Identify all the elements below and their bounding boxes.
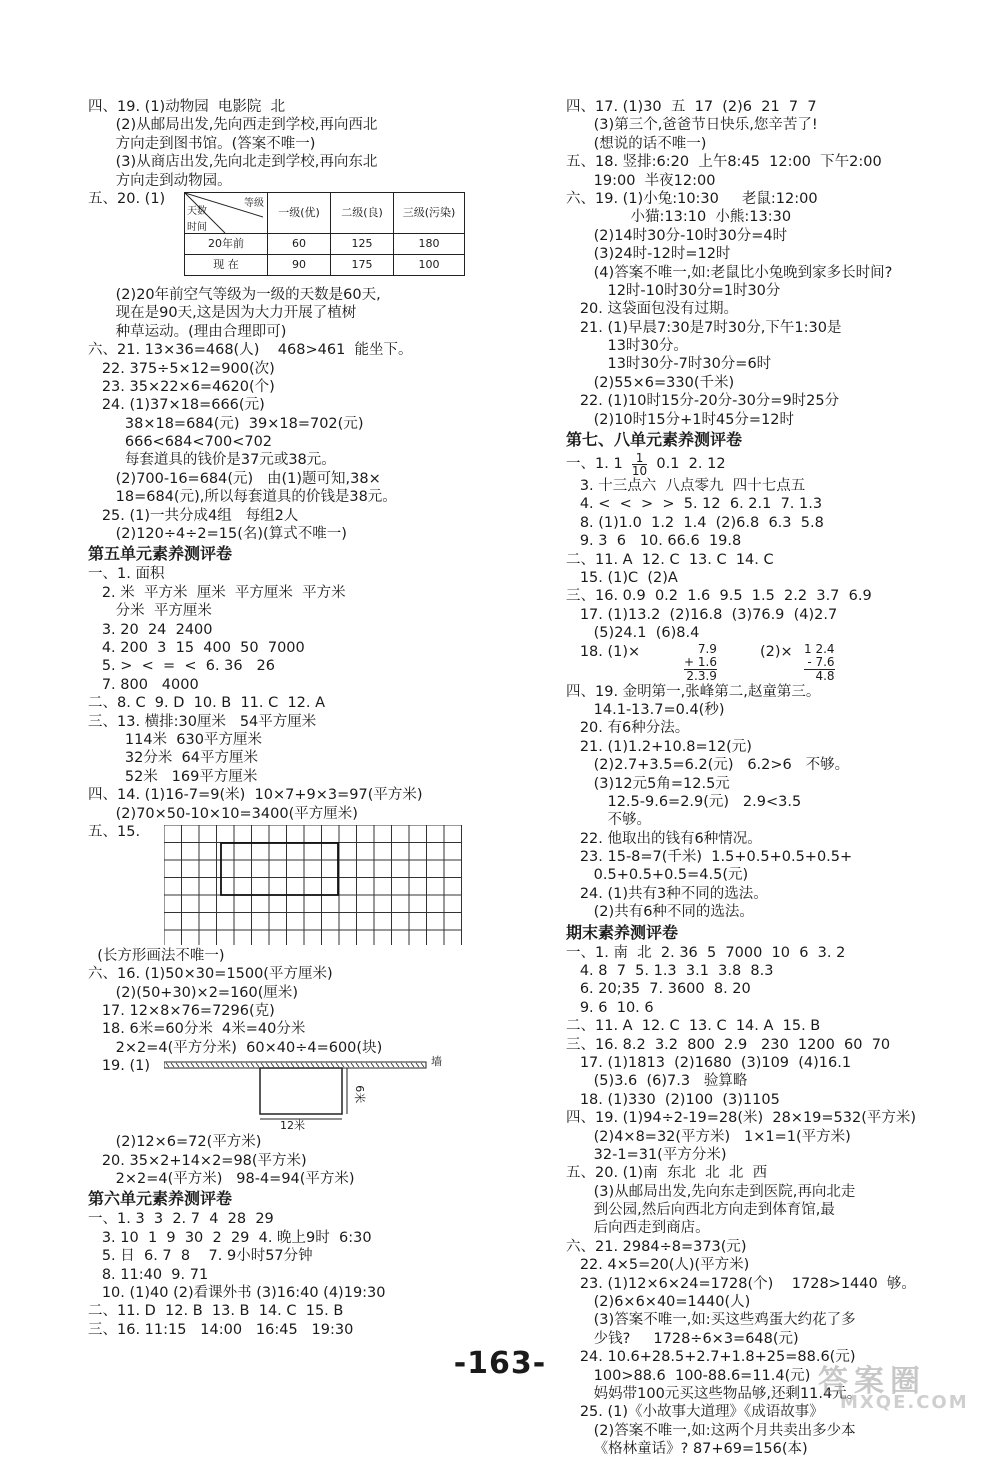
wall-hatch-line <box>216 1063 219 1067</box>
fraction <box>632 452 647 477</box>
wall-hatch-line <box>196 1063 199 1067</box>
answer-line: 23. 15-8=7(千米) 1.5+0.5+0.5+0.5+ <box>566 849 853 866</box>
answer-line: 二、11. A 12. C 13. C 14. C <box>566 551 774 568</box>
wall-bar <box>164 1062 426 1068</box>
answer-line: 到公园,然后向西北方向走到体育馆,最 <box>566 1202 835 1219</box>
answer-line: 18. (1)330 (2)100 (3)1105 <box>566 1091 780 1108</box>
answer-line: (3)答案不唯一,如:买这些鸡蛋大约花了多 <box>566 1312 856 1329</box>
answer-line: 25. (1)《小故事大道理》《成语故事》 <box>566 1404 824 1421</box>
answer-line: 5. 日 6. 7 8 7. 9小时57分钟 <box>88 1248 313 1265</box>
wall-hatch-line <box>316 1063 319 1067</box>
answer-line: 六、21. 13×36=468(人) 468>461 能坐下。 <box>88 342 413 359</box>
answer-line: 2×2=4(平方米) 98-4=94(平方米) <box>88 1171 355 1188</box>
vertical-calc-1 <box>684 643 717 683</box>
calc-line: - 7.6 <box>807 654 835 669</box>
answer-line: 100>88.6 100-88.6=11.4(元) <box>566 1367 811 1384</box>
answer-line: 二、11. D 12. B 13. B 14. C 15. B <box>88 1303 344 1320</box>
answer-line: 22. 他取出的钱有6种情况。 <box>566 830 762 847</box>
q18-b-label: (2)× <box>760 643 793 660</box>
answer-line: 《格林童话》? 87+69=156(本) <box>566 1441 808 1458</box>
q15-grid-block <box>88 823 488 947</box>
wall-hatch-line <box>421 1063 424 1067</box>
answer-line: 13时30分-7时30分=6时 <box>566 356 772 373</box>
wall-hatch-line <box>301 1063 304 1067</box>
wall-hatch-line <box>201 1063 204 1067</box>
answer-line: 0.5+0.5+0.5=4.5(元) <box>566 867 749 884</box>
wall-hatch-line <box>251 1063 254 1067</box>
wall-hatch-line <box>246 1063 249 1067</box>
answer-line: (2)70×50-10×10=3400(平方厘米) <box>88 805 358 822</box>
answer-line: 二、11. A 12. C 13. C 14. A 15. B <box>566 1018 821 1035</box>
wall-hatch-line <box>256 1063 259 1067</box>
answer-line: 17. 12×8×76=7296(克) <box>88 1003 275 1020</box>
table-cell: 100 <box>394 254 465 275</box>
answer-line: 2. 米 平方米 厘米 平方厘米 平方米 <box>88 584 346 601</box>
answer-line: 5. > < = < 6. 36 26 <box>88 658 275 675</box>
answer-line: 4. 200 3 15 400 50 7000 <box>88 639 305 656</box>
answer-line: 现在是90天,这是因为大力开展了植树 <box>88 305 357 322</box>
left-block-6 <box>88 1210 488 1339</box>
answer-line: (2)20年前空气等级为一级的天数是60天, <box>88 286 381 303</box>
answer-line: 一、1. 面积 <box>88 566 165 583</box>
answer-line: 25. (1)一共分成4组 每组2人 <box>88 507 299 524</box>
answer-line: 18=684(元),所以每套道具的价钱是38元。 <box>88 489 397 506</box>
wall-hatch-line <box>376 1063 379 1067</box>
answer-line: 3. 20 24 2400 <box>88 621 213 638</box>
wall-hatch-line <box>361 1063 364 1067</box>
table-diagonal-header <box>185 192 268 233</box>
answer-line: 种草运动。(理由合理即可) <box>88 323 287 340</box>
answer-line: (2)(50+30)×2=160(厘米) <box>88 984 299 1001</box>
q18-a-label: 18. (1)× <box>566 643 641 660</box>
answer-line: 8. (1)1.0 1.2 1.4 (2)6.8 6.3 5.8 <box>566 514 824 531</box>
answer-line: (3)从邮局出发,先向东走到医院,再向北走 <box>566 1183 856 1200</box>
table-cell: 180 <box>394 233 465 254</box>
answer-line: 四、19. 金明第一,张峰第二,赵童第三。 <box>566 683 821 700</box>
answer-line: (5)24.1 (6)8.4 <box>566 625 700 642</box>
answer-line: 22. 4×5=20(人)(平方米) <box>566 1257 750 1274</box>
garden-rectangle <box>260 1068 342 1114</box>
answer-line: (5)3.6 (6)7.3 验算略 <box>566 1073 748 1090</box>
right-block-2 <box>566 477 966 643</box>
answer-line: 14.1-13.7=0.4(秒) <box>566 701 725 718</box>
answer-line: 10. (1)40 (2)看课外书 (3)16:40 (4)19:30 <box>88 1284 386 1301</box>
diag-time-label: 时间 <box>187 221 207 233</box>
wall-hatch-line <box>226 1063 229 1067</box>
answer-line: 3. 十三点六 八点零九 四十七点五 <box>566 478 806 495</box>
answer-line: (3)12元5角=12.5元 <box>566 775 730 792</box>
q1-prefix: 一、1. 1 <box>566 456 632 473</box>
answer-line: 12时-10时30分=1时30分 <box>566 282 781 299</box>
answer-line: 666<684<700<702 <box>88 434 273 451</box>
answer-line: 17. (1)1813 (2)1680 (3)109 (4)16.1 <box>566 1054 852 1071</box>
answer-line: (长方形画法不唯一) <box>88 947 225 964</box>
wall-hatch-line <box>266 1063 269 1067</box>
answer-line: 32分米 64平方厘米 <box>88 750 258 767</box>
answer-line: 六、21. 2984÷8=373(元) <box>566 1238 747 1255</box>
table-cell: 现 在 <box>185 254 268 275</box>
wall-hatch-line <box>331 1063 334 1067</box>
answer-line: 一、1. 3 3 2. 7 4 28 29 <box>88 1211 274 1228</box>
answer-line: (2)700-16=684(元) 由(1)题可知,38× <box>88 470 381 487</box>
answer-line: 32-1=31(平方分米) <box>566 1146 727 1163</box>
answer-line: 四、14. (1)16-7=9(米) 10×7+9×3=97(平方米) <box>88 787 423 804</box>
answer-line: (4)答案不唯一,如:老鼠比小兔晚到家多长时间? <box>566 264 893 281</box>
answer-line: (2)6×6×40=1440(人) <box>566 1294 751 1311</box>
wall-hatch-line <box>346 1063 349 1067</box>
right-column <box>566 98 966 1459</box>
answer-line: 后向西走到商店。 <box>566 1220 710 1237</box>
wall-hatch-line <box>371 1063 374 1067</box>
wall-hatch-line <box>236 1063 239 1067</box>
wall-hatch-line <box>181 1063 184 1067</box>
answer-line: (2)120÷4÷2=15(名)(算式不唯一) <box>88 526 347 543</box>
height-label: 6米 <box>353 1085 367 1104</box>
answer-line: 9. 6 10. 6 <box>566 999 654 1016</box>
answer-line: (想说的话不唯一) <box>566 135 707 152</box>
answer-line: (2)共有6种不同的选法。 <box>566 904 754 921</box>
wall-hatch-line <box>341 1063 344 1067</box>
answer-line: 24. (1)共有3种不同的选法。 <box>566 885 768 902</box>
section-title-final: 期末素养测评卷 <box>566 922 679 942</box>
vertical-calc-2 <box>804 643 835 683</box>
fraction-numerator: 1 <box>632 452 647 465</box>
answer-line: 24. 10.6+28.5+2.7+1.8+25=88.6(元) <box>566 1349 856 1366</box>
wall-hatch-line <box>386 1063 389 1067</box>
answer-line: 21. (1)早晨7:30是7时30分,下午1:30是 <box>566 319 842 336</box>
answer-line: (2)答案不唯一,如:这两个月共卖出多少本 <box>566 1422 856 1439</box>
answer-line: (3)第三个,爸爸节日快乐,您辛苦了! <box>566 117 818 134</box>
answer-line: 19:00 半夜12:00 <box>566 172 716 189</box>
left-column <box>88 98 488 1339</box>
table-cell: 125 <box>331 233 394 254</box>
table-header-cell: 二级(良) <box>331 192 394 233</box>
wall-hatch-line <box>391 1063 394 1067</box>
answer-line: (2)55×6=330(千米) <box>566 374 735 391</box>
left-block-4 <box>88 947 488 1057</box>
wall-hatch-line <box>366 1063 369 1067</box>
q1-suffix: 0.1 2. 12 <box>647 456 726 473</box>
wall-hatch-line <box>241 1063 244 1067</box>
answer-line: 分米 平方厘米 <box>88 603 212 620</box>
answer-line: 六、19. (1)小兔:10:30 老鼠:12:00 <box>566 190 818 207</box>
answer-line: 二、8. C 9. D 10. B 11. C 12. A <box>88 695 326 712</box>
wall-hatch-line <box>221 1063 224 1067</box>
calc-line: + 1.6 <box>684 654 717 669</box>
wall-hatch-line <box>326 1063 329 1067</box>
answer-line: 6. 20;35 7. 3600 8. 20 <box>566 981 751 998</box>
answer-line: 13时30分。 <box>566 338 688 355</box>
answer-line: 不够。 <box>566 812 651 829</box>
wall-hatch-line <box>191 1063 194 1067</box>
wall-hatch-line <box>296 1063 299 1067</box>
answer-line: 三、16. 8.2 3.2 800 2.9 230 1200 60 70 <box>566 1036 891 1053</box>
answer-line: 38×18=684(元) 39×18=702(元) <box>88 415 364 432</box>
answer-line: 12.5-9.6=2.9(元) 2.9<3.5 <box>566 793 802 810</box>
right-block-1 <box>566 98 966 429</box>
calc-result: 2.3.9 <box>684 669 717 683</box>
table-header-cell: 一级(优) <box>268 192 331 233</box>
answer-line: 20. 这袋面包没有过期。 <box>566 301 738 318</box>
answer-line: 15. (1)C (2)A <box>566 569 678 586</box>
q19-label: 19. (1) <box>88 1058 151 1075</box>
answer-line: 52米 169平方厘米 <box>88 768 258 785</box>
calc-result: 4.8 <box>804 669 835 683</box>
answer-line: 四、19. (1)94÷2-19=28(米) 28×19=532(平方米) <box>566 1110 917 1127</box>
answer-line: 20. 35×2+14×2=98(平方米) <box>88 1152 307 1169</box>
watermark-text: 答案圈 <box>818 1364 926 1399</box>
answer-line: 小猫:13:10 小熊:13:30 <box>566 209 792 226</box>
answer-line: 2×2=4(平方分米) 60×40÷4=600(块) <box>88 1039 383 1056</box>
answer-line: (2)14时30分-10时30分=4时 <box>566 227 788 244</box>
section-title-unit5: 第五单元素养测评卷 <box>88 544 233 564</box>
answer-line: 24. (1)37×18=666(元) <box>88 397 265 414</box>
calc-line: 1 2.4 <box>804 641 835 656</box>
table-cell: 60 <box>268 233 331 254</box>
answer-line: 22. (1)10时15分-20分-30分=9时25分 <box>566 393 840 410</box>
calc-line: 7.9 <box>697 641 717 656</box>
left-block-3 <box>88 565 488 822</box>
answer-line: 六、16. (1)50×30=1500(平方厘米) <box>88 966 333 983</box>
wall-hatch-line <box>411 1063 414 1067</box>
wall-hatch-line <box>291 1063 294 1067</box>
wall-figure <box>164 1057 464 1133</box>
unit78-q1-line <box>566 451 966 477</box>
table-cell: 20年前 <box>185 233 268 254</box>
left-block-2 <box>88 286 488 543</box>
answer-line: (3)从商店出发,先向北走到学校,再向东北 <box>88 154 378 171</box>
q15-label: 五、15. <box>88 823 141 840</box>
wall-hatch-line <box>381 1063 384 1067</box>
answer-line: 7. 800 4000 <box>88 676 199 693</box>
watermark-logo <box>808 1356 988 1416</box>
q18-vertical-calc-block <box>566 643 966 683</box>
answer-line: 三、13. 横排:30厘米 54平方厘米 <box>88 713 317 730</box>
wall-label: 墙 <box>431 1055 442 1069</box>
answer-line: 一、1. 南 北 2. 36 5 7000 10 6 3. 2 <box>566 944 846 961</box>
diag-days-label: 天数 <box>187 205 207 217</box>
fraction-denominator: 10 <box>631 463 648 478</box>
answer-line: 五、20. (1)南 东北 北 北 西 <box>566 1165 768 1182</box>
diag-grade-label: 等级 <box>244 197 264 209</box>
table-cell: 175 <box>331 254 394 275</box>
wall-hatch-line <box>261 1063 264 1067</box>
answer-line: 4. 8 7 5. 1.3 3.1 3.8 8.3 <box>566 963 774 980</box>
answer-line: 23. (1)12×6×24=1728(个) 1728>1440 够。 <box>566 1275 916 1292</box>
answer-line: 五、18. 竖排:6:20 上午8:45 12:00 下午2:00 <box>566 154 882 171</box>
table-cell: 90 <box>268 254 331 275</box>
answer-line: (2)10时15分+1时45分=12时 <box>566 411 795 428</box>
wall-hatch-line <box>206 1063 209 1067</box>
page-number: -163- <box>453 1346 547 1381</box>
width-label: 12米 <box>280 1119 305 1133</box>
q20-table-block <box>88 190 488 286</box>
wall-hatch-line <box>186 1063 189 1067</box>
wall-hatch-line <box>311 1063 314 1067</box>
answer-line: 四、19. (1)动物园 电影院 北 <box>88 99 286 115</box>
answer-line: 21. (1)1.2+10.8=12(元) <box>566 738 752 755</box>
answer-line: 妈妈带100元买这些物品够,还剩11.4元。 <box>566 1386 862 1402</box>
right-block-3 <box>566 683 966 922</box>
answer-line: 方向走到图书馆。(答案不唯一) <box>88 135 316 152</box>
wall-hatch-line <box>276 1063 279 1067</box>
wall-hatch-line <box>336 1063 339 1067</box>
answer-line: 方向走到动物园。 <box>88 172 232 189</box>
answer-line: 3. 10 1 9 30 2 29 4. 晚上9时 6:30 <box>88 1229 372 1246</box>
answer-line: (2)12×6=72(平方米) <box>88 1134 262 1151</box>
section-title-unit6: 第六单元素养测评卷 <box>88 1189 233 1209</box>
answer-line: 8. 11:40 9. 71 <box>88 1266 209 1283</box>
wall-hatch-line <box>231 1063 234 1067</box>
answer-line: (2)从邮局出发,先向西走到学校,再向西北 <box>88 117 378 134</box>
wall-hatch-line <box>306 1063 309 1067</box>
table-header-cell: 三级(污染) <box>394 192 465 233</box>
wall-hatch-line <box>321 1063 324 1067</box>
wall-hatch-line <box>271 1063 274 1067</box>
wall-hatch-line <box>166 1063 169 1067</box>
answer-line: 23. 35×22×6=4620(个) <box>88 378 275 395</box>
drawn-rectangle <box>221 843 338 895</box>
answer-line: 每套道具的钱价是37元或38元。 <box>88 452 336 469</box>
answer-line: 17. (1)13.2 (2)16.8 (3)76.9 (4)2.7 <box>566 606 838 623</box>
wall-hatch-line <box>211 1063 214 1067</box>
answer-line: (2)2.7+3.5=6.2(元) 6.2>6 不够。 <box>566 757 850 774</box>
table-row <box>185 254 465 275</box>
watermark-url: MXQE.COM <box>840 1392 969 1413</box>
answer-line: 20. 有6种分法。 <box>566 720 690 737</box>
section-title-unit78: 第七、八单元素养测评卷 <box>566 430 743 450</box>
square-grid <box>164 825 468 945</box>
q20-label: 五、20. (1) <box>88 190 166 207</box>
answer-line: 四、17. (1)30 五 17 (2)6 21 7 7 <box>566 99 817 115</box>
wall-hatch-line <box>356 1063 359 1067</box>
left-block-5 <box>88 1133 488 1188</box>
answer-line: 三、16. 0.9 0.2 1.6 9.5 1.5 2.2 3.7 6.9 <box>566 588 872 605</box>
wall-hatch-line <box>351 1063 354 1067</box>
answer-line: 18. 6米=60分米 4米=40分米 <box>88 1021 306 1038</box>
answer-line: 少钱? 1728÷6×3=648(元) <box>566 1330 799 1347</box>
wall-hatch-line <box>396 1063 399 1067</box>
table-row <box>185 233 465 254</box>
wall-hatch-line <box>176 1063 179 1067</box>
wall-hatch-line <box>406 1063 409 1067</box>
answer-line: 9. 3 6 10. 66.6 19.8 <box>566 533 742 550</box>
wall-hatch-line <box>171 1063 174 1067</box>
answer-line: 三、16. 11:15 14:00 16:45 19:30 <box>88 1321 354 1338</box>
answer-line: (2)4×8=32(平方米) 1×1=1(平方米) <box>566 1128 851 1145</box>
answer-line: 114米 630平方厘米 <box>88 731 262 748</box>
answer-line: 22. 375÷5×12=900(次) <box>88 360 275 377</box>
wall-hatch-line <box>401 1063 404 1067</box>
wall-hatch-line <box>281 1063 284 1067</box>
answer-line: 4. < < > > 5. 12 6. 2.1 7. 1.3 <box>566 496 823 513</box>
left-block-1 <box>88 98 488 190</box>
air-quality-table <box>184 192 465 276</box>
wall-hatch-line <box>416 1063 419 1067</box>
answer-line: (3)24时-12时=12时 <box>566 246 731 263</box>
q19-figure-block <box>88 1057 488 1133</box>
wall-hatch-line <box>286 1063 289 1067</box>
